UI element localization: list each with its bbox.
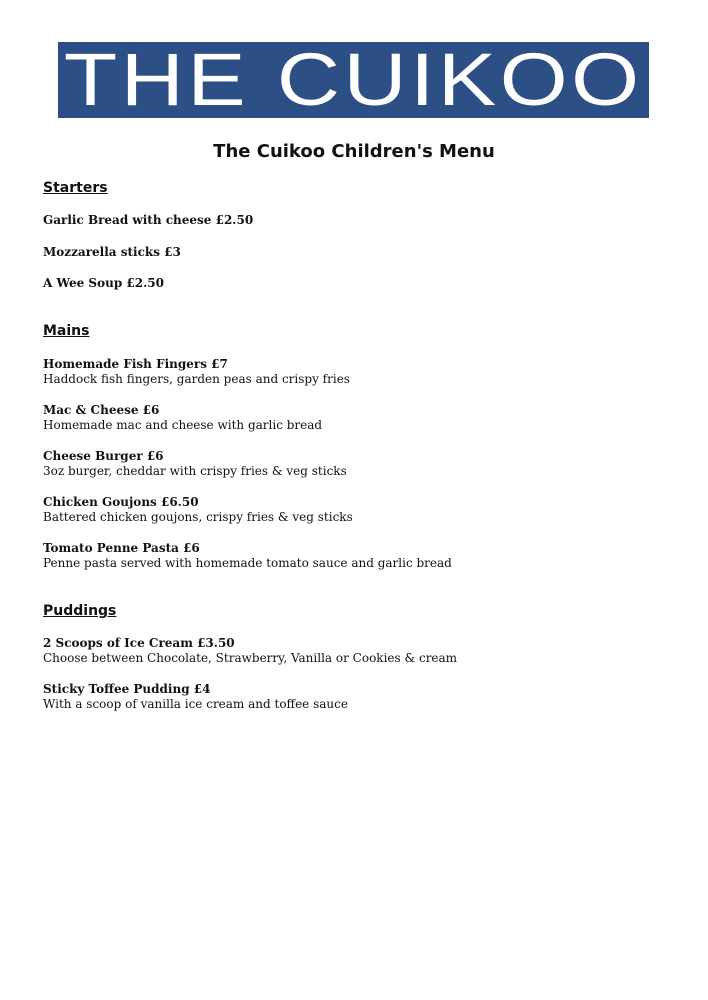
menu-item-name: 2 Scoops of Ice Cream £3.50 [43,636,235,650]
menu-item-name: Sticky Toffee Pudding £4 [43,682,211,696]
menu-item-description: With a scoop of vanilla ice cream and toffee sauce [43,697,348,711]
menu-item-description: Haddock fish fingers, garden peas and crispy fries [43,372,350,386]
menu-item [43,682,663,712]
menu-item-name: Homemade Fish Fingers £7 [43,357,228,371]
logo-banner [58,38,649,121]
menu-item-name: Garlic Bread with cheese £2.50 [43,213,254,227]
menu-item [43,495,663,525]
section-heading-puddings: Puddings [43,603,117,619]
menu-item [43,245,663,260]
section-heading-mains: Mains [43,323,90,339]
menu-item-name: Chicken Goujons £6.50 [43,495,199,509]
menu-item [43,357,663,387]
menu-item-description: Penne pasta served with homemade tomato sauce and garlic bread [43,556,452,570]
menu-item [43,403,663,433]
menu-item-description: Battered chicken goujons, crispy fries & veg sticks [43,510,353,524]
menu-item-name: A Wee Soup £2.50 [43,276,164,290]
menu-item-name: Tomato Penne Pasta £6 [43,541,200,555]
menu-item [43,541,663,571]
menu-item [43,636,663,666]
menu-item-name: Mac & Cheese £6 [43,403,160,417]
section-heading-starters: Starters [43,180,108,196]
menu-item-description: 3oz burger, cheddar with crispy fries & veg sticks [43,464,347,478]
page-title: The Cuikoo Children's Menu [213,141,495,162]
menu-item-name: Cheese Burger £6 [43,449,164,463]
menu-item [43,276,663,291]
menu-item-name: Mozzarella sticks £3 [43,245,181,259]
logo-text: THE CUIKOO [64,38,643,121]
menu-item-description: Homemade mac and cheese with garlic bread [43,418,323,432]
menu-item [43,449,663,479]
menu-item [43,213,663,228]
menu-item-description: Choose between Chocolate, Strawberry, Vanilla or Cookies & cream [43,651,458,665]
